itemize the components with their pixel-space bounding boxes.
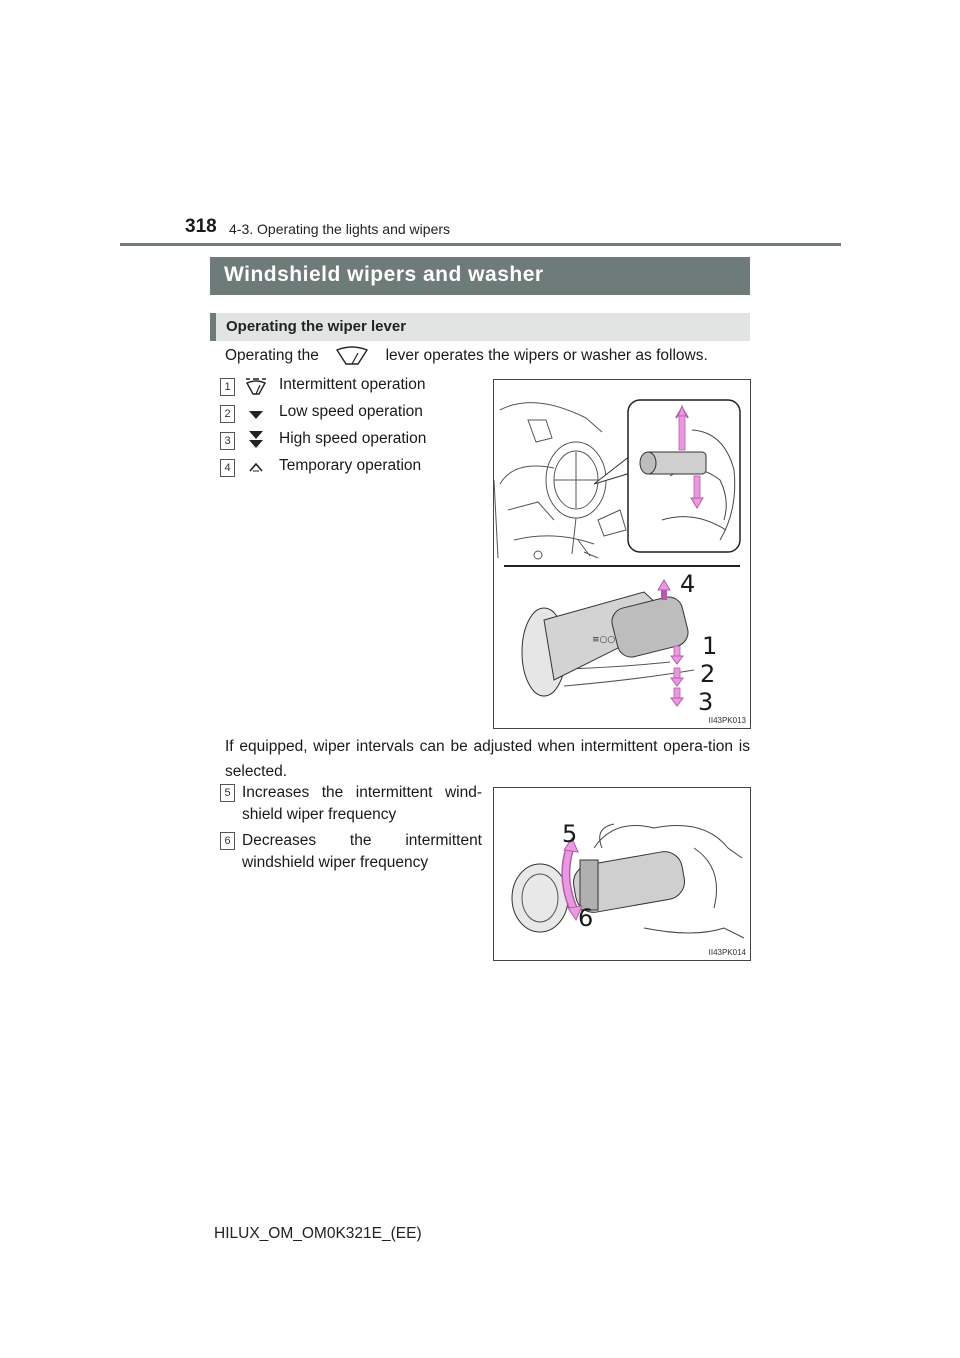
callout-number: 3 — [220, 432, 235, 450]
interval-adjust-illustration — [493, 787, 751, 961]
adjust-item-text: Increases the intermittent wind-shield wiper frequency — [242, 784, 482, 823]
adjust-item-increase — [212, 782, 482, 830]
svg-text:≡○○: ≡○○ — [592, 635, 616, 645]
callout-number: 4 — [220, 459, 235, 477]
callout-4: 4 — [680, 570, 696, 598]
header-divider — [120, 243, 841, 246]
figure-code: II43PK013 — [708, 716, 746, 725]
callout-5: 5 — [562, 820, 578, 848]
intermittent-wiper-icon — [245, 378, 267, 401]
callout-number: 1 — [220, 378, 235, 396]
document-code-footer: HILUX_OM_OM0K321E_(EE) — [214, 1225, 422, 1242]
intro-after: lever operates the wipers or washer as follows. — [385, 347, 708, 365]
mode-label: Low speed operation — [279, 403, 423, 420]
callout-number: 5 — [220, 784, 235, 802]
double-chevron-down-icon — [248, 430, 264, 455]
page-title: Windshield wipers and washer — [210, 257, 750, 295]
mode-label: Intermittent operation — [279, 376, 426, 393]
single-chevron-down-icon — [248, 408, 264, 426]
callout-number: 2 — [220, 405, 235, 423]
callout-2: 2 — [700, 660, 716, 688]
callout-1: 1 — [702, 632, 718, 660]
mode-item-temporary — [212, 457, 472, 479]
figure-code: II43PK014 — [708, 948, 746, 957]
page-number: 318 — [185, 216, 217, 237]
callout-3: 3 — [698, 688, 714, 716]
mode-label: Temporary operation — [279, 457, 422, 474]
mode-item-low — [212, 403, 472, 425]
mode-item-intermittent — [212, 376, 472, 398]
adjust-item-text: Decreases the intermittent windshield wiper frequency — [242, 832, 482, 871]
mode-label: High speed operation — [279, 430, 427, 447]
callout-6: 6 — [578, 904, 594, 932]
chevron-up-icon — [249, 461, 263, 479]
section-heading: 4-3. Operating the lights and wipers — [229, 221, 451, 237]
mode-item-high — [212, 430, 472, 452]
wiper-lever-icon — [323, 347, 381, 365]
adjust-item-decrease — [212, 830, 482, 878]
interval-adjust-text: If equipped, wiper intervals can be adjusted when intermittent opera-tion is selected. — [225, 738, 750, 780]
intro-text — [225, 347, 755, 365]
section-subtitle: Operating the wiper lever — [210, 313, 750, 341]
callout-number: 6 — [220, 832, 235, 850]
intro-before: Operating the — [225, 347, 319, 365]
wiper-lever-illustration — [493, 379, 751, 729]
